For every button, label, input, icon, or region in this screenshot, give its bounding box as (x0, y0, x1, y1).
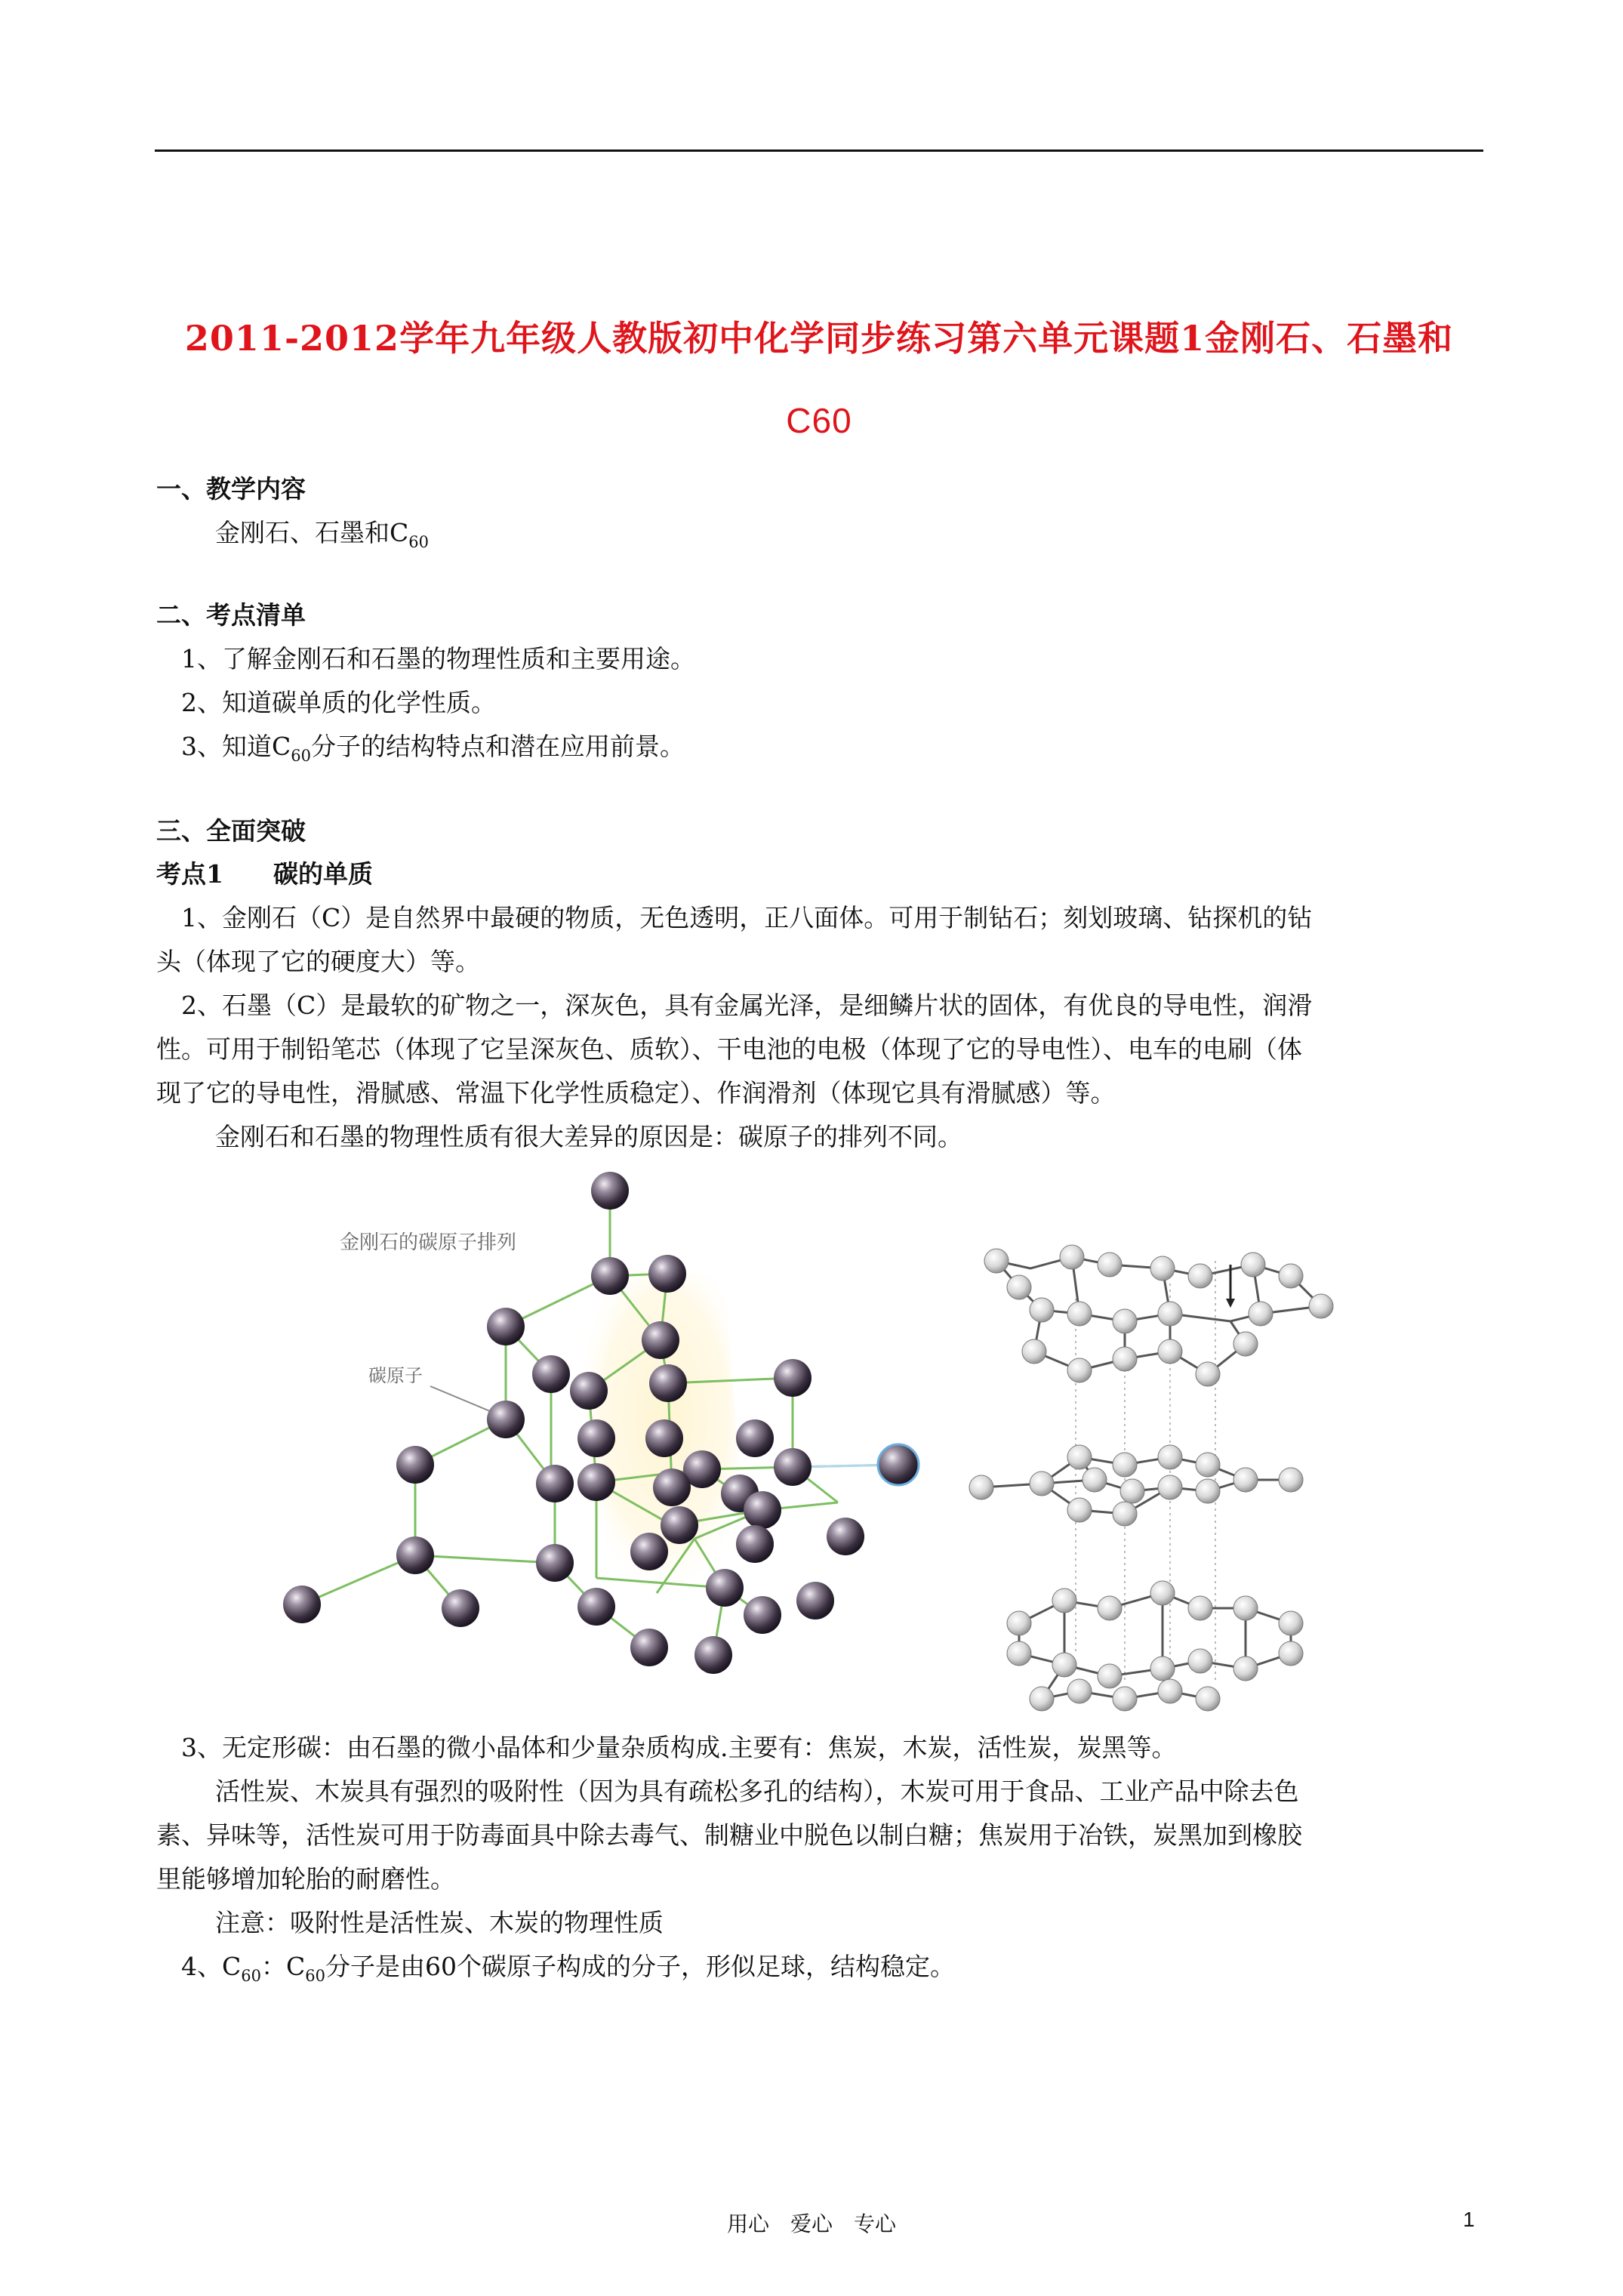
section-heading-1: 一、教学内容 (156, 474, 306, 504)
paragraph-diamond-line1: 1、金刚石（C）是自然界中最硬的物质，无色透明，正八面体。可用于制钻石；刻划玻璃、钻探机的钻 (181, 903, 1313, 932)
paragraph-diamond-line2: 头（体现了它的硬度大）等。 (156, 947, 480, 976)
paragraph-c60: 4、$C_{60}$：$C_{60}$分子是由60个碳原子构成的分子，形似足球，结构稳定。 (181, 1952, 955, 1985)
paragraph-amorphous-carbon: 3、无定形碳：由石墨的微小晶体和少量杂质构成.主要有：焦炭，木炭，活性炭，炭黑等。 (181, 1733, 1177, 1762)
diamond-caption: 金刚石的碳原子排列 (340, 1231, 517, 1254)
paragraph-difference: 金刚石和石墨的物理性质有很大差异的原因是：碳原子的排列不同。 (215, 1122, 962, 1151)
section-heading-3: 三、全面突破 (156, 816, 306, 846)
page-number: 1 (1463, 2208, 1475, 2231)
section-heading-2: 二、考点清单 (156, 600, 306, 630)
note-adsorption: 注意：吸附性是活性炭、木炭的物理性质 (215, 1908, 664, 1937)
paragraph-adsorption-line2: 素、异味等，活性炭可用于防毒面具中除去毒气、制糖业中脱色以制白糖；焦炭用于冶铁，炭黑加到橡胶 (156, 1820, 1302, 1850)
checklist-item-2: 2、知道碳单质的化学性质。 (181, 688, 496, 717)
checklist-item-1: 1、了解金刚石和石墨的物理性质和主要用途。 (181, 644, 695, 673)
document-title-line2: C60 (786, 401, 852, 440)
footer-motto: 用心 爱心 专心 (726, 2211, 896, 2236)
paragraph-adsorption-line3: 里能够增加轮胎的耐磨性。 (156, 1864, 455, 1894)
key-point-1-heading: 考点1 碳的单质 (156, 859, 373, 889)
checklist-item-3: 3、知道$C_{60}$分子的结构特点和潜在应用前景。 (181, 732, 685, 765)
document-title: 2011-2012学年九年级人教版初中化学同步练习第六单元课题1金刚石、石墨和 (184, 318, 1454, 359)
paragraph-graphite-line3: 现了它的导电性，滑腻感、常温下化学性质稳定）、作润滑剂（体现它具有滑腻感）等。 (156, 1078, 1116, 1108)
paragraph-adsorption-line1: 活性炭、木炭具有强烈的吸附性（因为具有疏松多孔的结构），木炭可用于食品、工业产品中除去色 (215, 1777, 1299, 1806)
paragraph-graphite-line1: 2、石墨（C）是最软的矿物之一，深灰色，具有金属光泽，是细鳞片状的固体，有优良的导电性，润滑 (181, 991, 1313, 1020)
paragraph-graphite-line2: 性。可用于制铅笔芯（体现了它呈深灰色、质软）、干电池的电极（体现了它的导电性）、电车的电刷（体 (156, 1034, 1302, 1064)
graphite-structure-figure (944, 1231, 1366, 1714)
section-1-text: 金刚石、石墨和$C_{60}$ (215, 518, 429, 551)
diamond-structure-figure (272, 1155, 921, 1684)
atom-label: 碳原子 (368, 1365, 423, 1386)
header-rule (155, 149, 1483, 152)
